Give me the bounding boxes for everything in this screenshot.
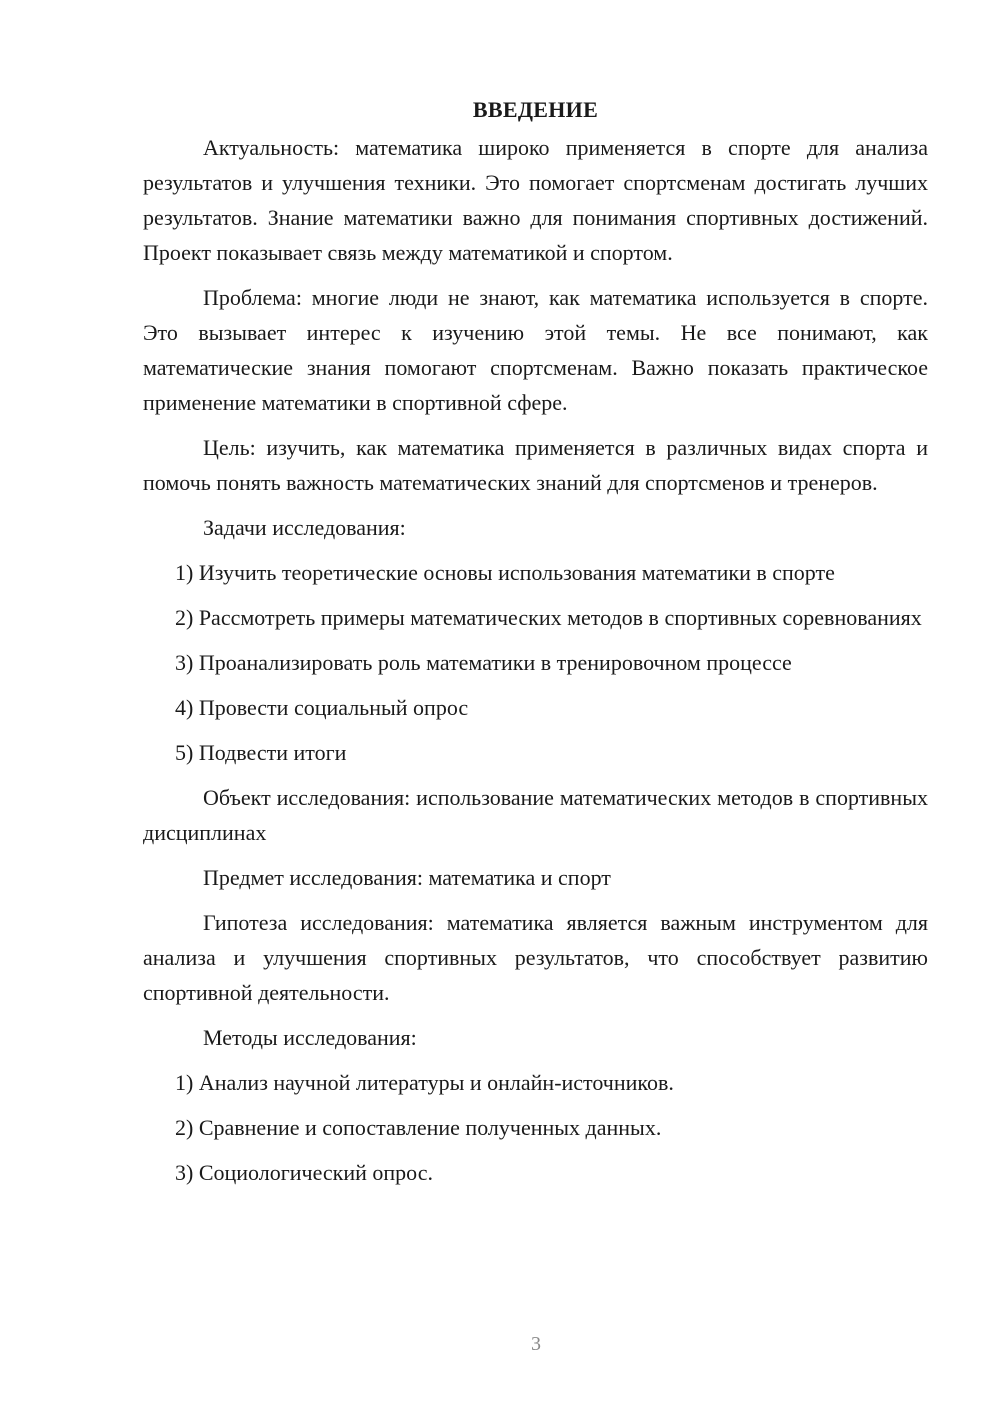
list-item-task-2: 2) Рассмотреть примеры математических методов в спортивных соревнованиях [175,605,922,630]
relevance-paragraph: Актуальность: математика широко применяется в спорте для анализа результатов и улучшения техники. Это помогает спортсменам достигать лучших результатов. Знание математики важно для понимания спортивных достижений. Проект показывает связь между математикой и спортом. [143,135,928,265]
page-number: 3 [531,1333,541,1355]
hypothesis-paragraph: Гипотеза исследования: математика является важным инструментом для анализа и улучшения спортивных результатов, что способствует развитию спортивной деятельности. [143,910,928,1005]
methods-list [143,1065,928,1190]
goal-paragraph: Цель: изучить, как математика применяется в различных видах спорта и помочь понять важность математических знаний для спортсменов и тренеров. [143,435,928,495]
object-paragraph: Объект исследования: использование математических методов в спортивных дисциплинах [143,785,928,845]
list-item-method-3: 3) Социологический опрос. [175,1160,433,1185]
tasks-heading: Задачи исследования: [203,515,406,540]
methods-heading: Методы исследования: [203,1025,417,1050]
document-page [143,92,928,1200]
list-item-task-1: 1) Изучить теоретические основы использования математики в спорте [175,560,835,585]
list-item-method-1: 1) Анализ научной литературы и онлайн-источников. [175,1070,674,1095]
list-item-method-2: 2) Сравнение и сопоставление полученных данных. [175,1115,662,1140]
list-item-task-3: 3) Проанализировать роль математики в тренировочном процессе [175,650,792,675]
section-title: ВВЕДЕНИЕ [472,97,599,122]
problem-paragraph: Проблема: многие люди не знают, как математика используется в спорте. Это вызывает интерес к изучению этой темы. Не все понимают, как математические знания помогают спортсменам. Важно показать практическое применение математики в спортивной сфере. [143,285,928,415]
subject-paragraph: Предмет исследования: математика и спорт [203,865,611,890]
list-item-task-5: 5) Подвести итоги [175,740,347,765]
tasks-list [143,555,928,770]
list-item-task-4: 4) Провести социальный опрос [175,695,469,720]
